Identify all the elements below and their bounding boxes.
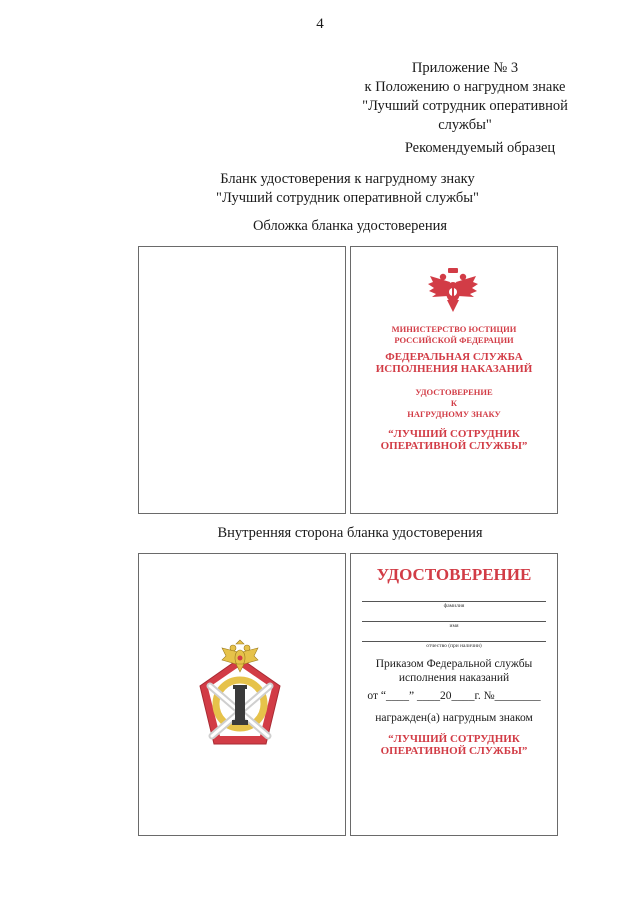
order-text [350,657,558,685]
patronymic-caption: отчество (при наличии) [426,643,482,649]
inner-badge-line-2: ОПЕРАТИВНОЙ СЛУЖБЫ” [380,745,528,757]
inner-badge-line-1: “ЛУЧШИЙ СОТРУДНИК [388,733,520,745]
cert-line-3: НАГРУДНОМУ ЗНАКУ [407,409,501,419]
service-line-1: ФЕДЕРАЛЬНАЯ СЛУЖБА [385,351,523,363]
cover-certificate-title [350,387,558,420]
appendix-line-3: "Лучший сотрудник оперативной [362,98,568,114]
page-number: 4 [316,16,324,32]
cover-badge-name [350,428,558,452]
ministry-line-2: РОССИЙСКОЙ ФЕДЕРАЦИИ [394,335,514,345]
inner-title: Внутренняя сторона бланка удостоверения [217,525,483,541]
inner-heading: УДОСТОВЕРЕНИЕ [376,565,532,584]
blank-title-line-1: Бланк удостоверения к нагрудному знаку [220,171,475,187]
blank-title [170,170,525,208]
cover-left-panel [138,246,346,514]
cert-line-1: УДОСТОВЕРЕНИЕ [415,387,493,397]
appendix-line-4: службы" [438,117,492,133]
appendix-block [340,59,590,135]
name-caption: имя [449,623,459,629]
badge-emblem-icon [196,636,284,756]
cover-title: Обложка бланка удостоверения [252,218,448,234]
double-headed-eagle-icon [426,266,480,316]
cert-line-2: К [450,398,458,408]
surname-caption: фамилия [443,603,465,609]
service-name [350,351,558,375]
inner-badge-name [350,733,558,757]
appendix-line-2: к Положению о нагрудном знаке [364,79,566,95]
service-line-2: ИСПОЛНЕНИЯ НАКАЗАНИЙ [375,363,533,375]
cover-badge-line-1: “ЛУЧШИЙ СОТРУДНИК [388,428,520,440]
recommended-sample: Рекомендуемый образец [404,140,556,156]
appendix-line-1: Приложение № 3 [411,60,519,76]
ministry-line-1: МИНИСТЕРСТВО ЮСТИЦИИ [391,324,517,334]
order-line-2: исполнения наказаний [398,672,510,684]
awarded-text: награжден(а) нагрудным знаком [375,712,533,724]
patronymic-line [362,641,546,642]
order-line-1: Приказом Федеральной службы [375,658,533,670]
cover-badge-line-2: ОПЕРАТИВНОЙ СЛУЖБЫ” [380,440,528,452]
ministry-name [350,324,558,346]
blank-title-line-2: "Лучший сотрудник оперативной службы" [216,190,479,206]
surname-line [362,601,546,602]
date-line: от “____” ____20____г. №________ [367,690,541,702]
name-line [362,621,546,622]
